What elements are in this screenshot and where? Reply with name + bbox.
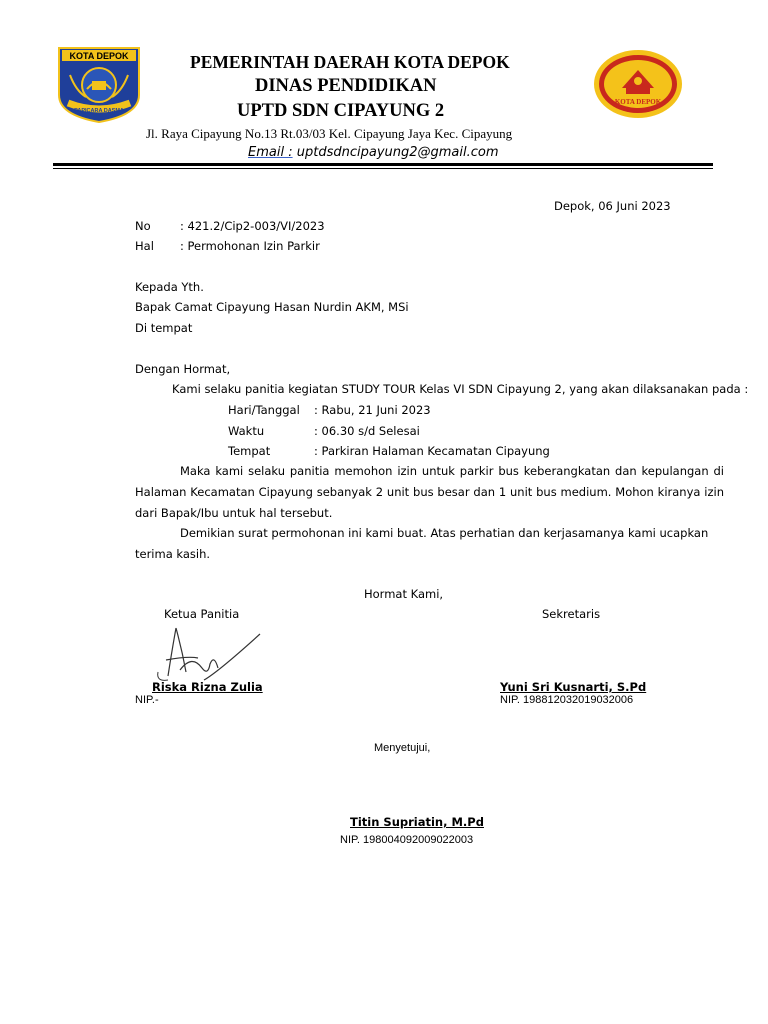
right-signatory-role: Sekretaris: [542, 607, 601, 621]
recipient-line-3: Di tempat: [135, 321, 193, 335]
left-signatory-name: Riska Rizna Zulia: [152, 680, 263, 694]
right-signatory-nip: NIP. 198812032019032006: [500, 694, 634, 706]
left-signatory-role: Ketua Panitia: [164, 607, 240, 621]
school-email: [248, 145, 499, 160]
para3-line-2: terima kasih.: [135, 547, 211, 561]
para2-line-3: dari Bapak/Ibu untuk hal tersebut.: [135, 506, 333, 520]
approval-label: Menyetujui,: [374, 742, 431, 754]
approver-nip: NIP. 198004092009022003: [340, 834, 474, 846]
para3-line-1: Demikian surat permohonan ini kami buat. Atas perhatian dan kerjasamanya kami ucapkan: [180, 526, 709, 540]
detail-value-date: : Rabu, 21 Juni 2023: [314, 403, 431, 417]
school-logo: [592, 48, 684, 120]
no-value: : 421.2/Cip2-003/VI/2023: [180, 219, 325, 233]
greeting: Dengan Hormat,: [135, 362, 231, 376]
email-value: uptdsdncipayung2@gmail.com: [296, 145, 499, 160]
kop-line-1: PEMERINTAH DAERAH KOTA DEPOK: [190, 52, 510, 72]
intro-paragraph: Kami selaku panitia kegiatan STUDY TOUR Kelas VI SDN Cipayung 2, yang akan dilaksanakan pada :: [172, 382, 749, 396]
signature-scribble: [148, 620, 263, 686]
left-signatory-nip: NIP.-: [135, 694, 159, 706]
kop-line-2: DINAS PENDIDIKAN: [255, 76, 437, 96]
hal-value: : Permohonan Izin Parkir: [180, 239, 320, 253]
right-signatory-name: Yuni Sri Kusnarti, S.Pd: [500, 680, 647, 694]
logo-left-top-text: KOTA DEPOK: [69, 51, 129, 61]
recipient-line-2: Bapak Camat Cipayung Hasan Nurdin AKM, MSi: [135, 300, 409, 314]
hal-label: Hal: [135, 239, 154, 253]
detail-value-place: : Parkiran Halaman Kecamatan Cipayung: [314, 444, 550, 458]
recipient-line-1: Kepada Yth.: [135, 280, 204, 294]
kop-divider-thick: [53, 163, 713, 166]
kop-line-3: UPTD SDN CIPAYUNG 2: [237, 101, 445, 121]
closing: Hormat Kami,: [364, 587, 444, 601]
para2-line-2: Halaman Kecamatan Cipayung sebanyak 2 unit bus besar dan 1 unit bus medium. Mohon kiranya izin: [135, 485, 724, 499]
kota-depok-logo: [56, 45, 142, 123]
logo-left-motto: PAPICARA DASMA: [74, 108, 124, 114]
logo-right-text: KOTA DEPOK: [614, 98, 662, 106]
kop-divider-thin: [53, 168, 713, 169]
approver-name: Titin Supriatin, M.Pd: [350, 815, 484, 829]
email-label: Email :: [248, 145, 293, 160]
para2-line-1: Maka kami selaku panitia memohon izin untuk parkir bus keberangkatan dan kepulangan di: [180, 464, 724, 478]
place-date: Depok, 06 Juni 2023: [554, 199, 671, 213]
detail-label-time: Waktu: [228, 424, 265, 438]
school-address: Jl. Raya Cipayung No.13 Rt.03/03 Kel. Cipayung Jaya Kec. Cipayung: [146, 126, 513, 141]
detail-label-date: Hari/Tanggal: [228, 403, 300, 417]
detail-label-place: Tempat: [228, 444, 271, 458]
no-label: No: [135, 219, 151, 233]
detail-value-time: : 06.30 s/d Selesai: [314, 424, 420, 438]
